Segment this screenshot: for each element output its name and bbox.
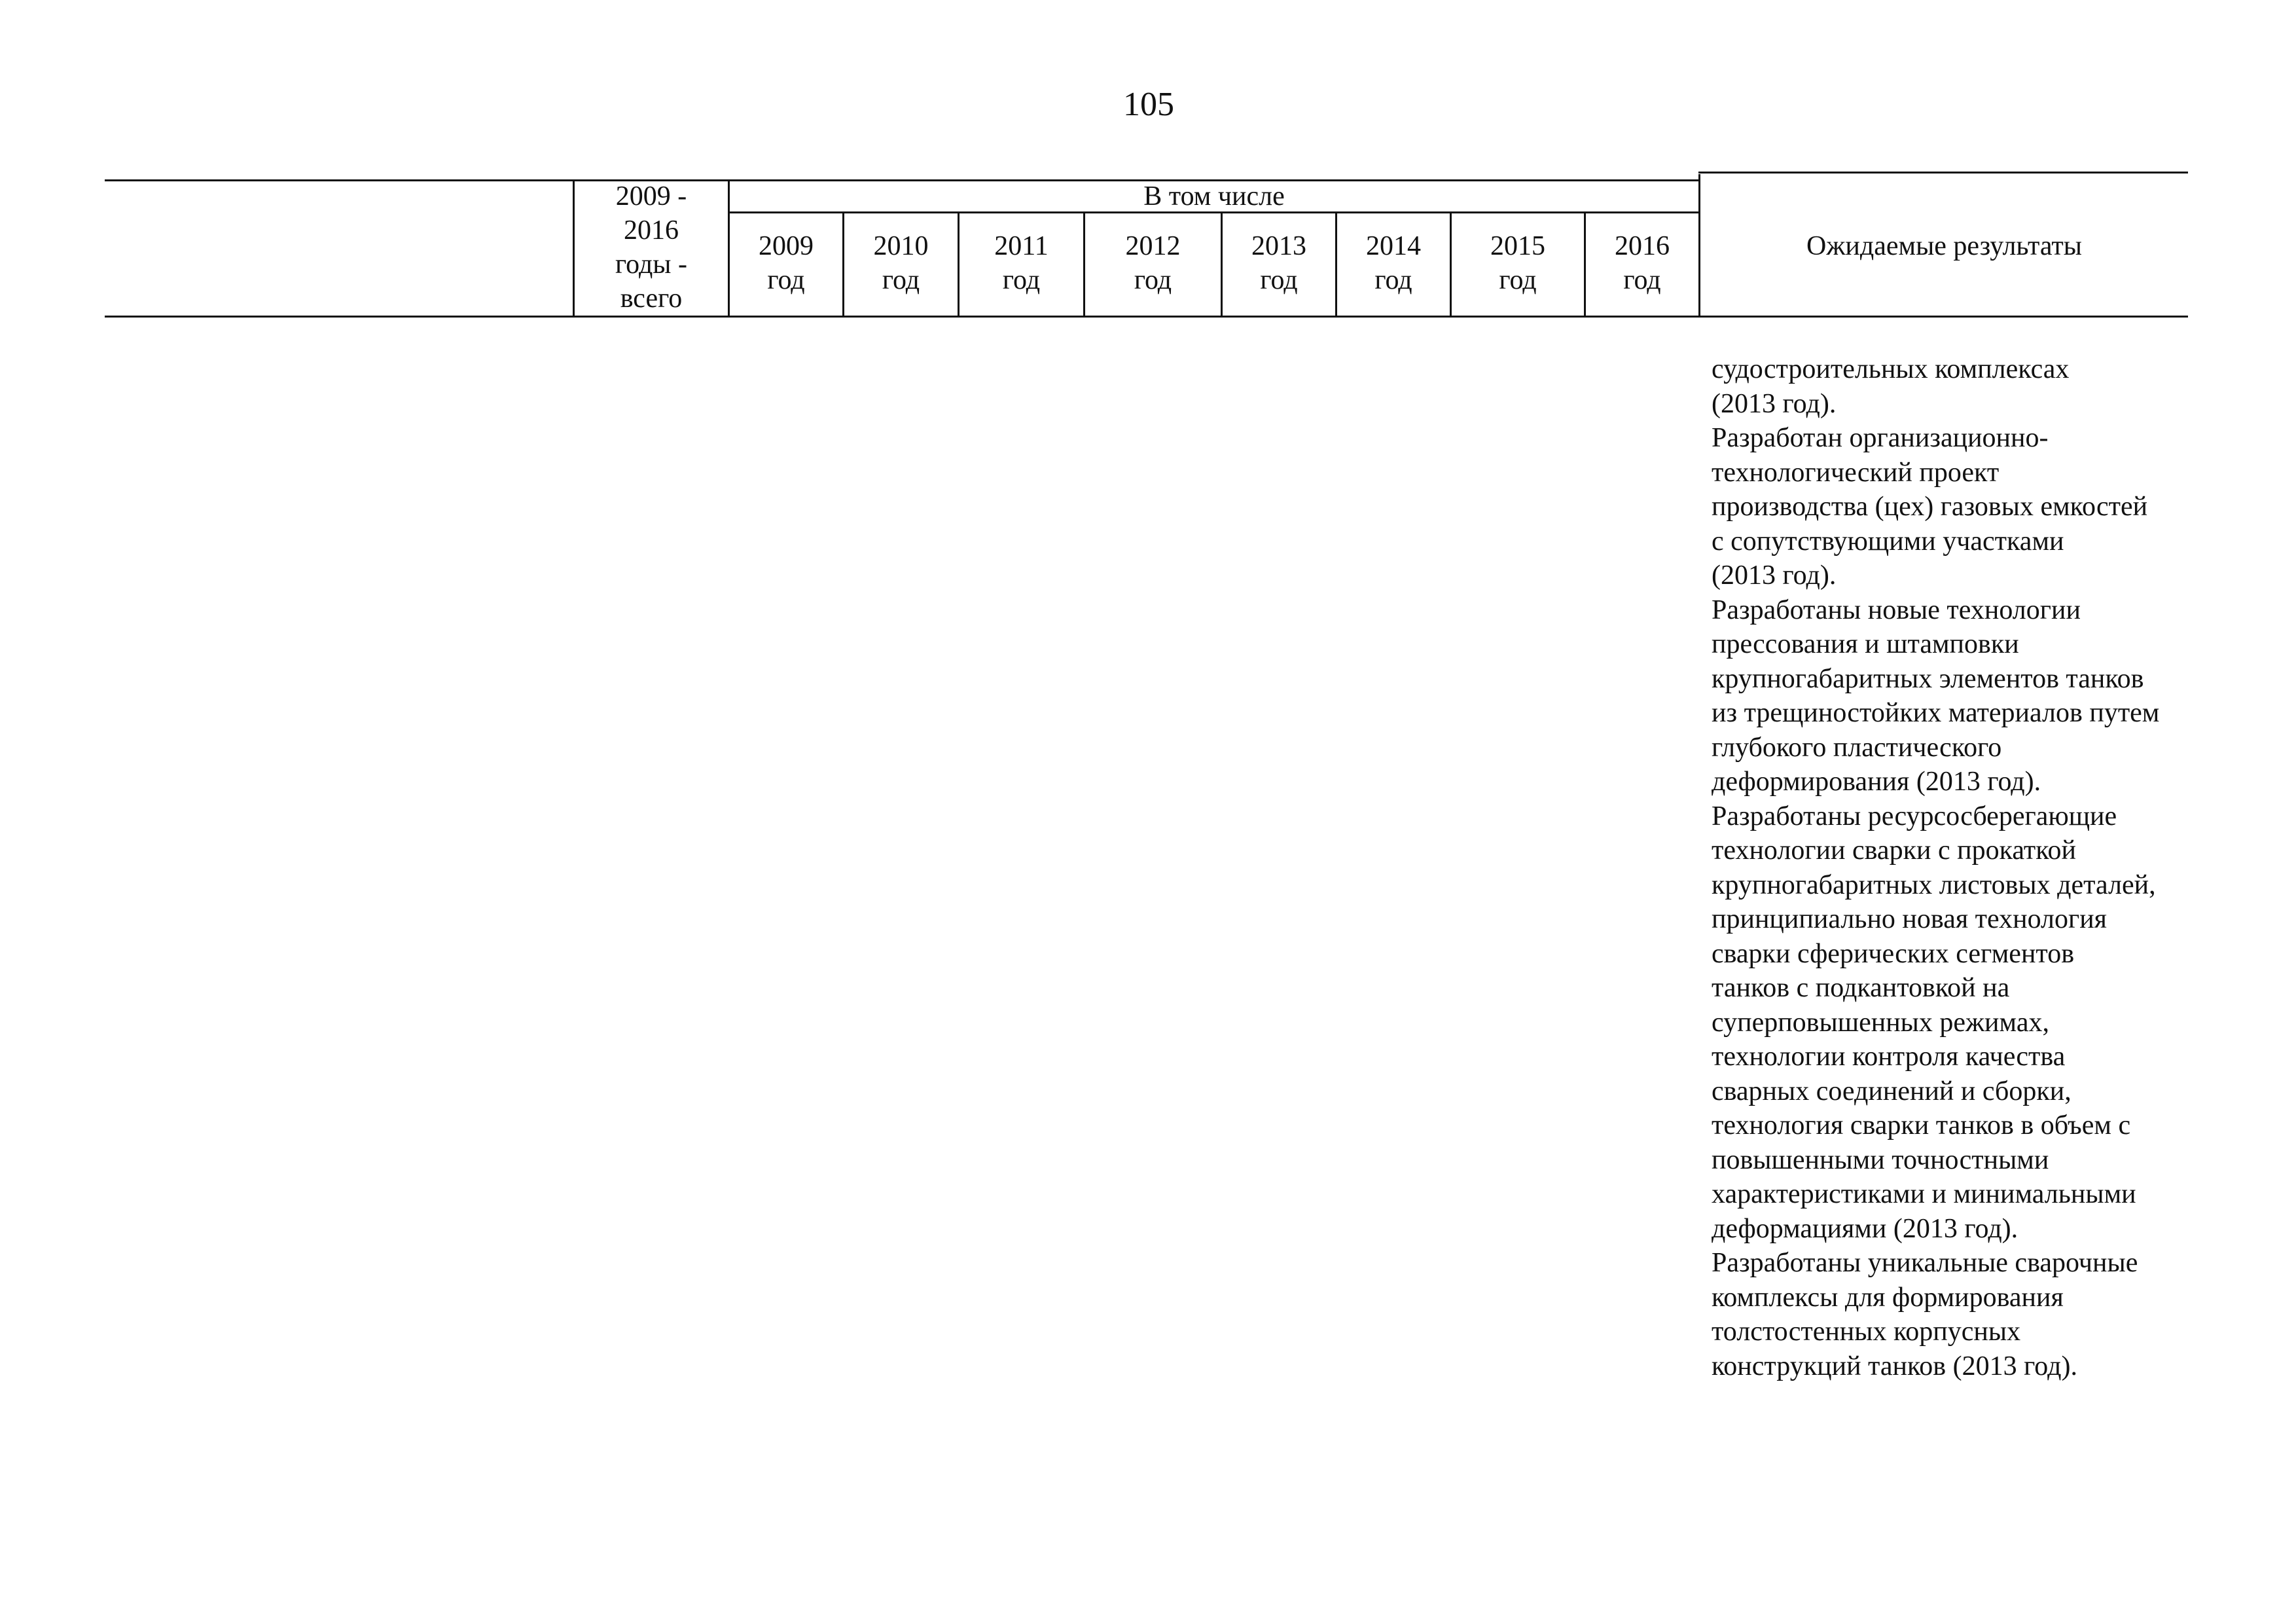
year-column-header	[730, 229, 842, 297]
results-line: технология сварки танков в объем с	[1712, 1110, 2131, 1140]
year-column-header	[844, 229, 958, 297]
year-unit: год	[1134, 265, 1172, 295]
year-column-header	[960, 229, 1083, 297]
results-line: технологии контроля качества	[1712, 1042, 2066, 1072]
total-label-line: всего	[620, 283, 683, 314]
total-column-header	[575, 179, 728, 316]
year-value: 2016	[1615, 231, 1670, 261]
table-top-rule-right	[1698, 172, 2188, 173]
results-line: Разработаны ресурсосберегающие	[1712, 801, 2117, 831]
year-column-header	[1223, 229, 1335, 297]
year-value: 2012	[1125, 231, 1181, 261]
year-value: 2015	[1490, 231, 1545, 261]
results-column-header: Ожидаемые результаты	[1806, 231, 2082, 261]
results-line: конструкций танков (2013 год).	[1712, 1351, 2077, 1381]
results-line: Разработан организационно-	[1712, 423, 2049, 453]
results-line: Разработаны уникальные сварочные	[1712, 1248, 2138, 1278]
year-unit: год	[1623, 265, 1661, 295]
results-line: судостроительных комплексах	[1712, 354, 2070, 384]
results-line: крупногабаритных листовых деталей,	[1712, 869, 2156, 900]
results-line: технологии сварки с прокаткой	[1712, 835, 2076, 866]
year-column-header	[1085, 229, 1221, 297]
total-label-line: 2009 -	[615, 181, 687, 211]
year-value: 2011	[994, 231, 1049, 261]
total-label-line: 2016	[624, 215, 679, 246]
results-line: сварных соединений и сборки,	[1712, 1076, 2072, 1106]
results-line: суперповышенных режимах,	[1712, 1007, 2049, 1038]
results-line: производства (цех) газовых емкостей	[1712, 492, 2148, 522]
results-line: повышенными точностными	[1712, 1144, 2049, 1175]
year-column-header	[1337, 229, 1450, 297]
results-line: сварки сферических сегментов	[1712, 938, 2075, 969]
year-unit: год	[1499, 265, 1537, 295]
year-unit: год	[767, 265, 805, 295]
results-line: глубокого пластического	[1712, 732, 2002, 763]
results-line: Разработаны новые технологии	[1712, 594, 2081, 625]
year-column-header	[1452, 229, 1584, 297]
year-value: 2009	[759, 231, 814, 261]
including-group-header: В том числе	[1143, 181, 1285, 211]
year-column-header	[1586, 229, 1698, 297]
results-line: деформирования (2013 год).	[1712, 767, 2041, 797]
year-unit: год	[1374, 265, 1412, 295]
results-line: толстостенных корпусных	[1712, 1317, 2021, 1347]
results-line: деформациями (2013 год).	[1712, 1213, 2018, 1244]
results-line: технологический проект	[1712, 457, 2000, 488]
results-line: крупногабаритных элементов танков	[1712, 663, 2144, 694]
year-value: 2010	[873, 231, 929, 261]
total-label-line: годы -	[615, 249, 688, 280]
results-line: с сопутствующими участками	[1712, 526, 2064, 556]
year-unit: год	[1002, 265, 1041, 295]
results-line: танков с подкантовкой на	[1712, 973, 2010, 1003]
year-value: 2014	[1366, 231, 1421, 261]
results-line: из трещиностойких материалов путем	[1712, 698, 2160, 728]
results-line: комплексы для формирования	[1712, 1282, 2064, 1313]
page-number: 105	[1123, 86, 1174, 123]
results-line: (2013 год).	[1712, 560, 1837, 591]
year-value: 2013	[1251, 231, 1306, 261]
results-line: прессования и штамповки	[1712, 629, 2019, 659]
year-unit: год	[882, 265, 920, 295]
results-line: характеристиками и минимальными	[1712, 1179, 2136, 1209]
year-unit: год	[1260, 265, 1298, 295]
table-header-bottom-rule	[105, 316, 2188, 318]
expected-results-text	[1712, 352, 2222, 1383]
results-line: (2013 год).	[1712, 388, 1837, 419]
results-line: принципиально новая технология	[1712, 904, 2107, 934]
